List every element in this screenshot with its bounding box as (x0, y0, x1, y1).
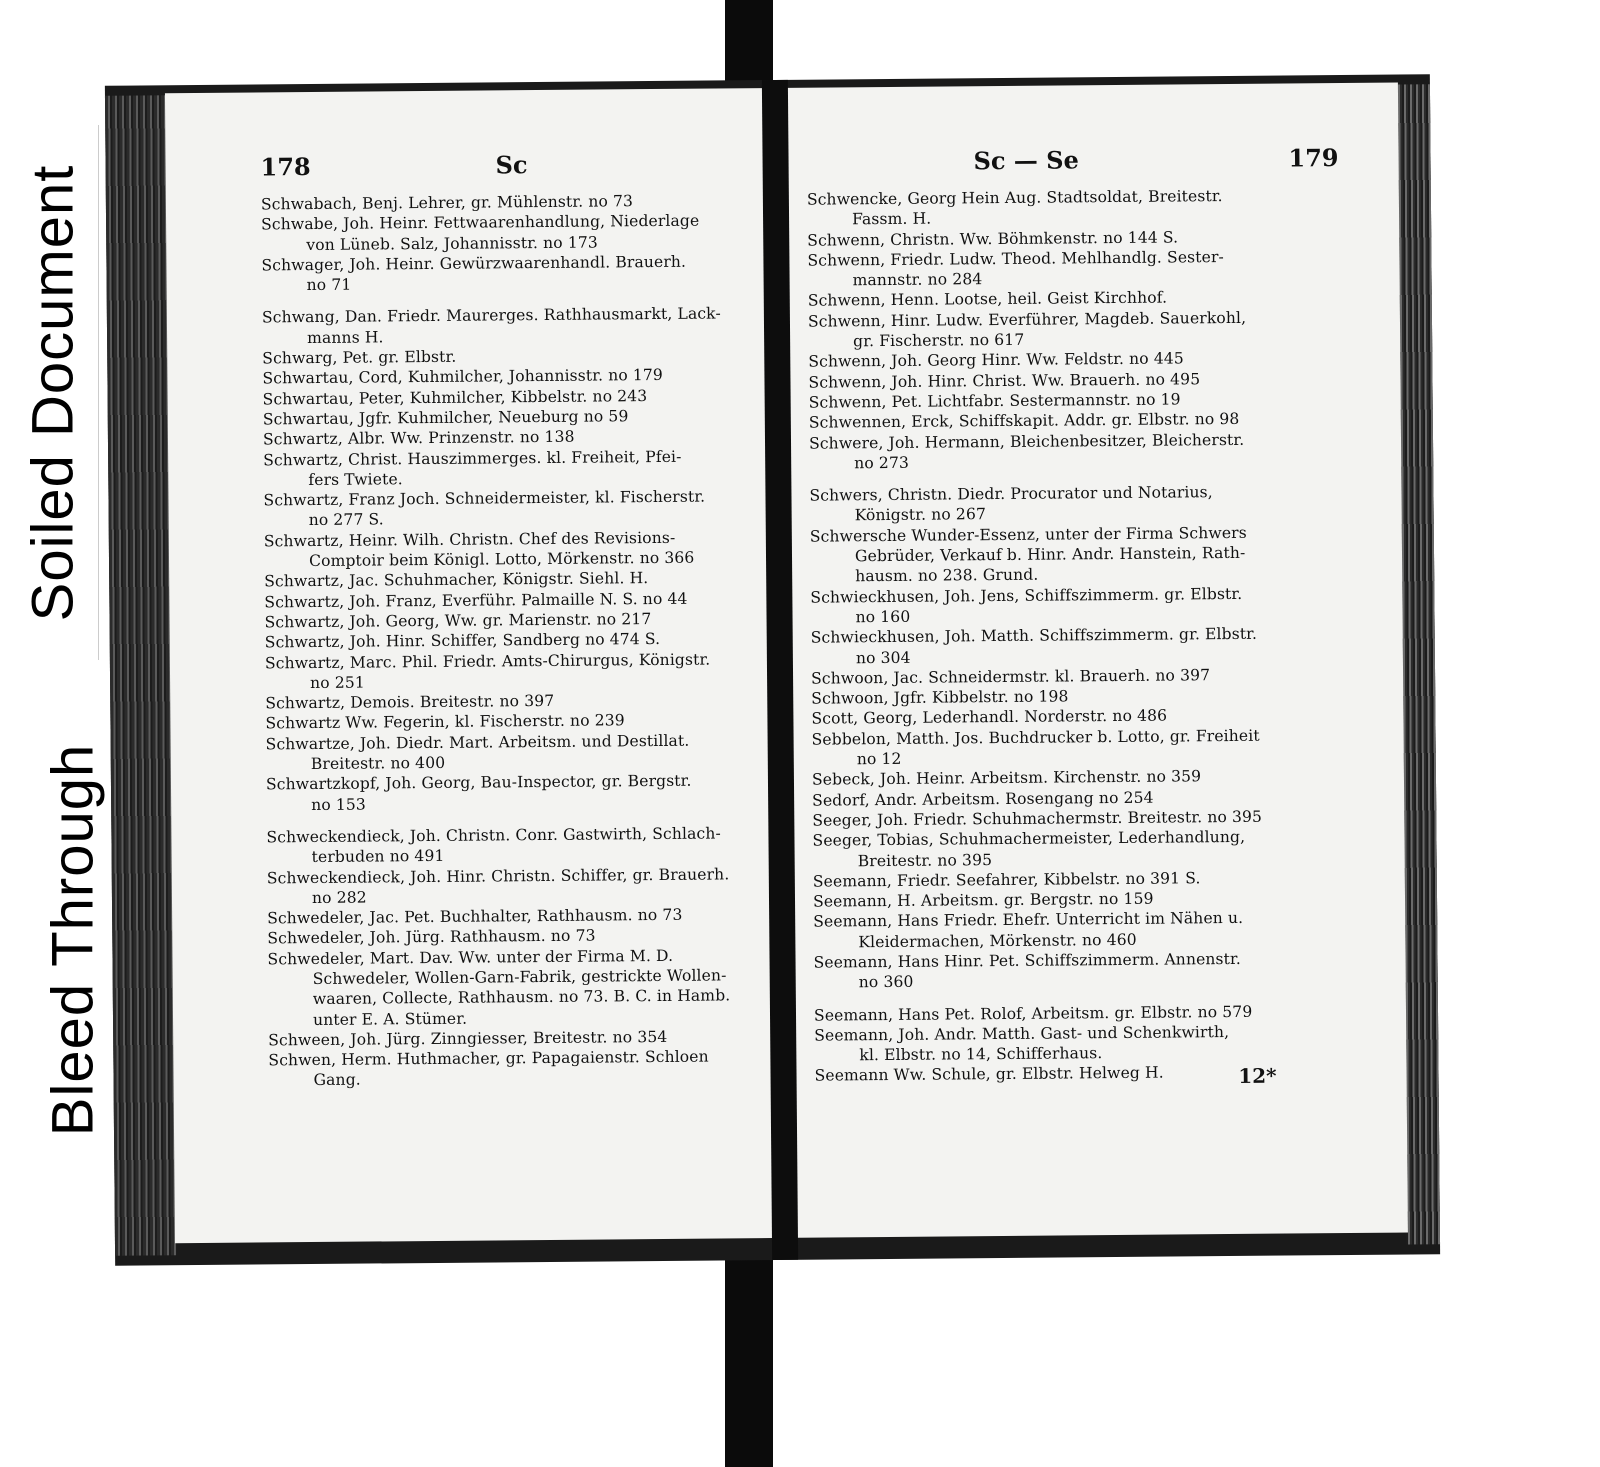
entry-continuation: waaren, Collecte, Rathhausm. no 73. B. C. in Hamb. (312, 986, 731, 1009)
entry-text: Schwartz, Franz Joch. Schneidermeister, kl. Fischerstr. (263, 487, 706, 510)
entry-text: Schwartz, Demois. Breitestr. no 397 (265, 692, 555, 713)
directory-entry (261, 251, 735, 296)
entry-continuation: no 304 (855, 648, 911, 667)
directory-entry (809, 481, 1373, 527)
entry-text: Schwen, Herm. Huthmacher, gr. Papagaienstr. Schloen (268, 1047, 709, 1070)
directory-entry (266, 823, 740, 868)
entry-text: Scott, Georg, Lederhandl. Norderstr. no 486 (811, 706, 1168, 729)
entry-continuation: von Lüneb. Salz, Johannisstr. no 173 (306, 233, 598, 254)
entry-text: Schwedeler, Mart. Dav. Ww. unter der Firma M. D. (267, 946, 674, 969)
entry-text: Schwenn, Pet. Lichtfabr. Sestermannstr. no 19 (808, 390, 1181, 412)
entry-continuation: terbuden no 491 (311, 847, 445, 867)
signature-mark: 12* (1238, 1063, 1277, 1088)
entry-text: Schwartz, Jac. Schuhmacher, Königstr. Siehl. H. (264, 569, 649, 591)
entry-continuation: no 160 (855, 607, 911, 627)
entry-text: Seemann, Hans Hinr. Pet. Schiffszimmerm. Annenstr. (813, 949, 1241, 972)
left-page-header (165, 148, 762, 193)
directory-entry (813, 948, 1377, 994)
entry-continuation: unter E. A. Stümer. (312, 1009, 468, 1029)
entry-text: Schwieckhusen, Joh. Jens, Schiffszimmerm. gr. Elbstr. (810, 584, 1243, 607)
entry-continuation: Gang. (313, 1071, 361, 1090)
entry-text: Schwenn, Hinr. Ludw. Everführer, Magdeb. Sauerkohl, (807, 308, 1247, 331)
directory-entry (266, 730, 740, 775)
directory-entry (808, 307, 1372, 353)
entry-continuation: Comptoir beim Königl. Lotto, Mörkenstr. no 366 (308, 548, 695, 571)
entry-text: Schwencke, Georg Hein Aug. Stadtsoldat, Breitestr. (806, 187, 1223, 209)
entry-text: Schwartau, Peter, Kuhmilcher, Kibbelstr. no 243 (262, 386, 648, 409)
entry-text: Schwoon, Jac. Schneidermstr. kl. Brauerh. no 397 (810, 666, 1211, 688)
entry-text: Seemann, Joh. Andr. Matth. Gast- und Schenkwirth, (814, 1022, 1230, 1045)
entry-continuation: no 273 (854, 453, 910, 473)
binding-strip-bottom (725, 1230, 773, 1467)
entry-continuation: hausm. no 238. Grund. (855, 566, 1039, 586)
entry-text: Seemann, H. Arbeitsm. gr. Bergstr. no 159 (812, 889, 1154, 911)
entry-text: Schwartz, Joh. Franz, Everführ. Palmaille N. S. no 44 (264, 589, 688, 612)
entry-continuation: kl. Elbstr. no 14, Schifferhaus. (859, 1044, 1103, 1065)
entry-continuation: Breitestr. no 400 (310, 753, 446, 774)
directory-entry (812, 724, 1376, 770)
directory-entry (814, 1021, 1378, 1067)
entry-text: Sebbelon, Matth. Jos. Buchdrucker b. Lotto, gr. Freiheit (811, 726, 1260, 749)
entry-continuation: Gebrüder, Verkauf b. Hinr. Andr. Hanstein, Rath- (854, 543, 1246, 566)
entry-text: Schwartz Ww. Fegerin, kl. Fischerstr. no 239 (265, 711, 625, 733)
entry-text: Schwartz, Marc. Phil. Friedr. Amts-Chirurgus, Königstr. (264, 650, 711, 672)
entry-continuation: manns H. (307, 328, 384, 347)
page-number: 179 (1288, 143, 1339, 173)
entry-text: Schwenn, Christn. Ww. Böhmkenstr. no 144 S. (807, 228, 1179, 250)
right-page (788, 83, 1408, 1238)
entry-continuation: gr. Fischerstr. no 617 (853, 330, 1025, 351)
right-page-header (788, 143, 1398, 188)
entry-text: Schweckendieck, Joh. Hinr. Christn. Schiffer, gr. Brauerh. (266, 864, 730, 887)
entry-continuation: no 282 (311, 888, 367, 907)
entry-text: Schwenn, Joh. Hinr. Christ. Ww. Brauerh. no 495 (808, 369, 1201, 392)
entry-text: Sedorf, Andr. Arbeitsm. Rosengang no 254 (812, 788, 1154, 810)
entry-continuation: mannstr. no 284 (852, 270, 983, 290)
directory-entry (264, 527, 738, 572)
entry-text: Schwedeler, Joh. Jürg. Rathhausm. no 73 (267, 926, 596, 948)
entry-text: Schwedeler, Jac. Pet. Buchhalter, Rathhausm. no 73 (267, 905, 683, 928)
soiled-document-text: Soiled Document (20, 164, 86, 621)
entry-text: Schwere, Joh. Hermann, Bleichenbesitzer, Bleicherstr. (808, 430, 1245, 453)
entry-text: Schwartz, Joh. Georg, Ww. gr. Marienstr. no 217 (264, 609, 652, 632)
entry-text: Seemann, Hans Friedr. Ehefr. Unterricht im Nähen u. (813, 909, 1244, 932)
entry-text: Schwager, Joh. Heinr. Gewürzwaarenhandl. Brauerh. (261, 252, 687, 275)
directory-entry (263, 446, 737, 491)
directory-entry (268, 986, 742, 1010)
entry-text: Schwartz, Albr. Ww. Prinzenstr. no 138 (262, 427, 575, 449)
directory-entry (814, 1061, 1378, 1086)
entry-text: Schwarg, Pet. gr. Elbstr. (262, 347, 457, 368)
directory-entry (810, 582, 1374, 628)
entry-text: Seemann, Friedr. Seefahrer, Kibbelstr. no 391 S. (812, 869, 1201, 891)
entry-continuation: no 71 (306, 275, 352, 295)
section-heading: Sc — Se (973, 145, 1079, 176)
entry-text: Schwabach, Benj. Lehrer, gr. Mühlenstr. no 73 (260, 192, 634, 214)
entry-text: Schwenn, Friedr. Ludw. Theod. Mehlhandlg. Sester- (807, 247, 1224, 270)
entry-text: Schween, Joh. Jürg. Zinngiesser, Breitestr. no 354 (268, 1027, 668, 1050)
entry-text: Schweckendieck, Joh. Christn. Conr. Gastwirth, Schlach- (266, 824, 721, 847)
entry-continuation: no 12 (856, 749, 902, 769)
entry-continuation: no 360 (858, 973, 914, 992)
page-number: 178 (260, 152, 311, 182)
entry-continuation: no 251 (310, 673, 365, 692)
directory-entry (807, 185, 1371, 231)
entry-text: Schwartz, Christ. Hauszimmerges. kl. Freiheit, Pfei- (263, 447, 682, 469)
section-heading: Sc (495, 150, 528, 180)
entry-continuation: no 153 (311, 795, 366, 814)
entry-text: Sebeck, Joh. Heinr. Arbeitsm. Kirchenstr. no 359 (811, 767, 1202, 789)
left-page (165, 88, 772, 1243)
entry-text: Seemann Ww. Schule, gr. Elbstr. Helweg H. (814, 1064, 1164, 1086)
entry-text: Schwoon, Jgfr. Kibbelstr. no 198 (811, 687, 1069, 708)
entry-text: Seemann, Hans Pet. Rolof, Arbeitsm. gr. Elbstr. no 579 (813, 1002, 1253, 1025)
directory-entry (267, 945, 741, 990)
entry-text: Seeger, Joh. Friedr. Schuhmachermstr. Breitestr. no 395 (812, 807, 1263, 830)
entry-text: Schwang, Dan. Friedr. Maurerges. Rathhausmarkt, Lack- (261, 304, 721, 327)
entry-text: Schwieckhusen, Joh. Matth. Schiffszimmerm. gr. Elbstr. (810, 625, 1258, 647)
entry-continuation: fers Twiete. (308, 470, 403, 489)
directory-entry (807, 246, 1371, 292)
directory-entry (265, 649, 739, 694)
entry-continuation: Königstr. no 267 (854, 505, 987, 525)
entry-text: Schwartze, Joh. Diedr. Mart. Arbeitsm. und Destillat. (265, 731, 690, 754)
entry-continuation: Fassm. H. (851, 209, 932, 229)
directory-entry (810, 521, 1374, 567)
entry-continuation: Kleidermachen, Mörkenstr. no 460 (858, 930, 1137, 951)
entry-text: Schwartau, Jgfr. Kuhmilcher, Neueburg no 59 (262, 407, 629, 429)
directory-entry (261, 211, 735, 256)
entry-text: Seeger, Tobias, Schuhmachermeister, Lederhandlung, (812, 828, 1246, 850)
bleed-through-text: Bleed Through (40, 743, 106, 1137)
entry-text: Schwartz, Joh. Hinr. Schiffer, Sandberg no 474 S. (264, 630, 661, 652)
entry-text: Schwabe, Joh. Heinr. Fettwaarenhandlung, Niederlage (261, 211, 700, 234)
directory-entry (811, 623, 1375, 669)
directory-entry (262, 304, 736, 349)
entry-text: Schwenn, Henn. Lootse, heil. Geist Kirchhof. (807, 289, 1168, 311)
entry-text: Schwartz, Heinr. Wilh. Christn. Chef des Revisions- (263, 528, 676, 551)
directory-entry (266, 771, 740, 816)
directory-entry (809, 428, 1373, 474)
open-book (105, 74, 1440, 1266)
entry-continuation: Schwedeler, Wollen-Garn-Fabrik, gestrickte Wollen- (312, 966, 727, 989)
entry-text: Schwartzkopf, Joh. Georg, Bau-Inspector, gr. Bergstr. (265, 772, 692, 794)
entry-text: Schwersche Wunder-Essenz, unter der Firma Schwers (809, 523, 1247, 546)
soiled-document-label (8, 125, 99, 660)
entry-text: Schwenn, Joh. Georg Hinr. Ww. Feldstr. no 445 (808, 349, 1184, 372)
entry-continuation: Breitestr. no 395 (857, 850, 993, 870)
directory-entry (812, 826, 1376, 872)
directory-entry (813, 907, 1377, 953)
entry-continuation: no 277 S. (308, 510, 384, 530)
directory-entry (268, 1046, 742, 1091)
directory-entry (267, 864, 741, 909)
entry-text: Schwartau, Cord, Kuhmilcher, Johannisstr. no 179 (262, 366, 664, 388)
entry-text: Schwers, Christn. Diedr. Procurator und Notarius, (809, 483, 1213, 505)
entry-text: Schwennen, Erck, Schiffskapit. Addr. gr. Elbstr. no 98 (808, 410, 1240, 432)
directory-entry (264, 588, 738, 612)
directory-entries-left (261, 190, 743, 1091)
directory-entries-right (807, 185, 1379, 1087)
directory-entry (263, 486, 737, 531)
